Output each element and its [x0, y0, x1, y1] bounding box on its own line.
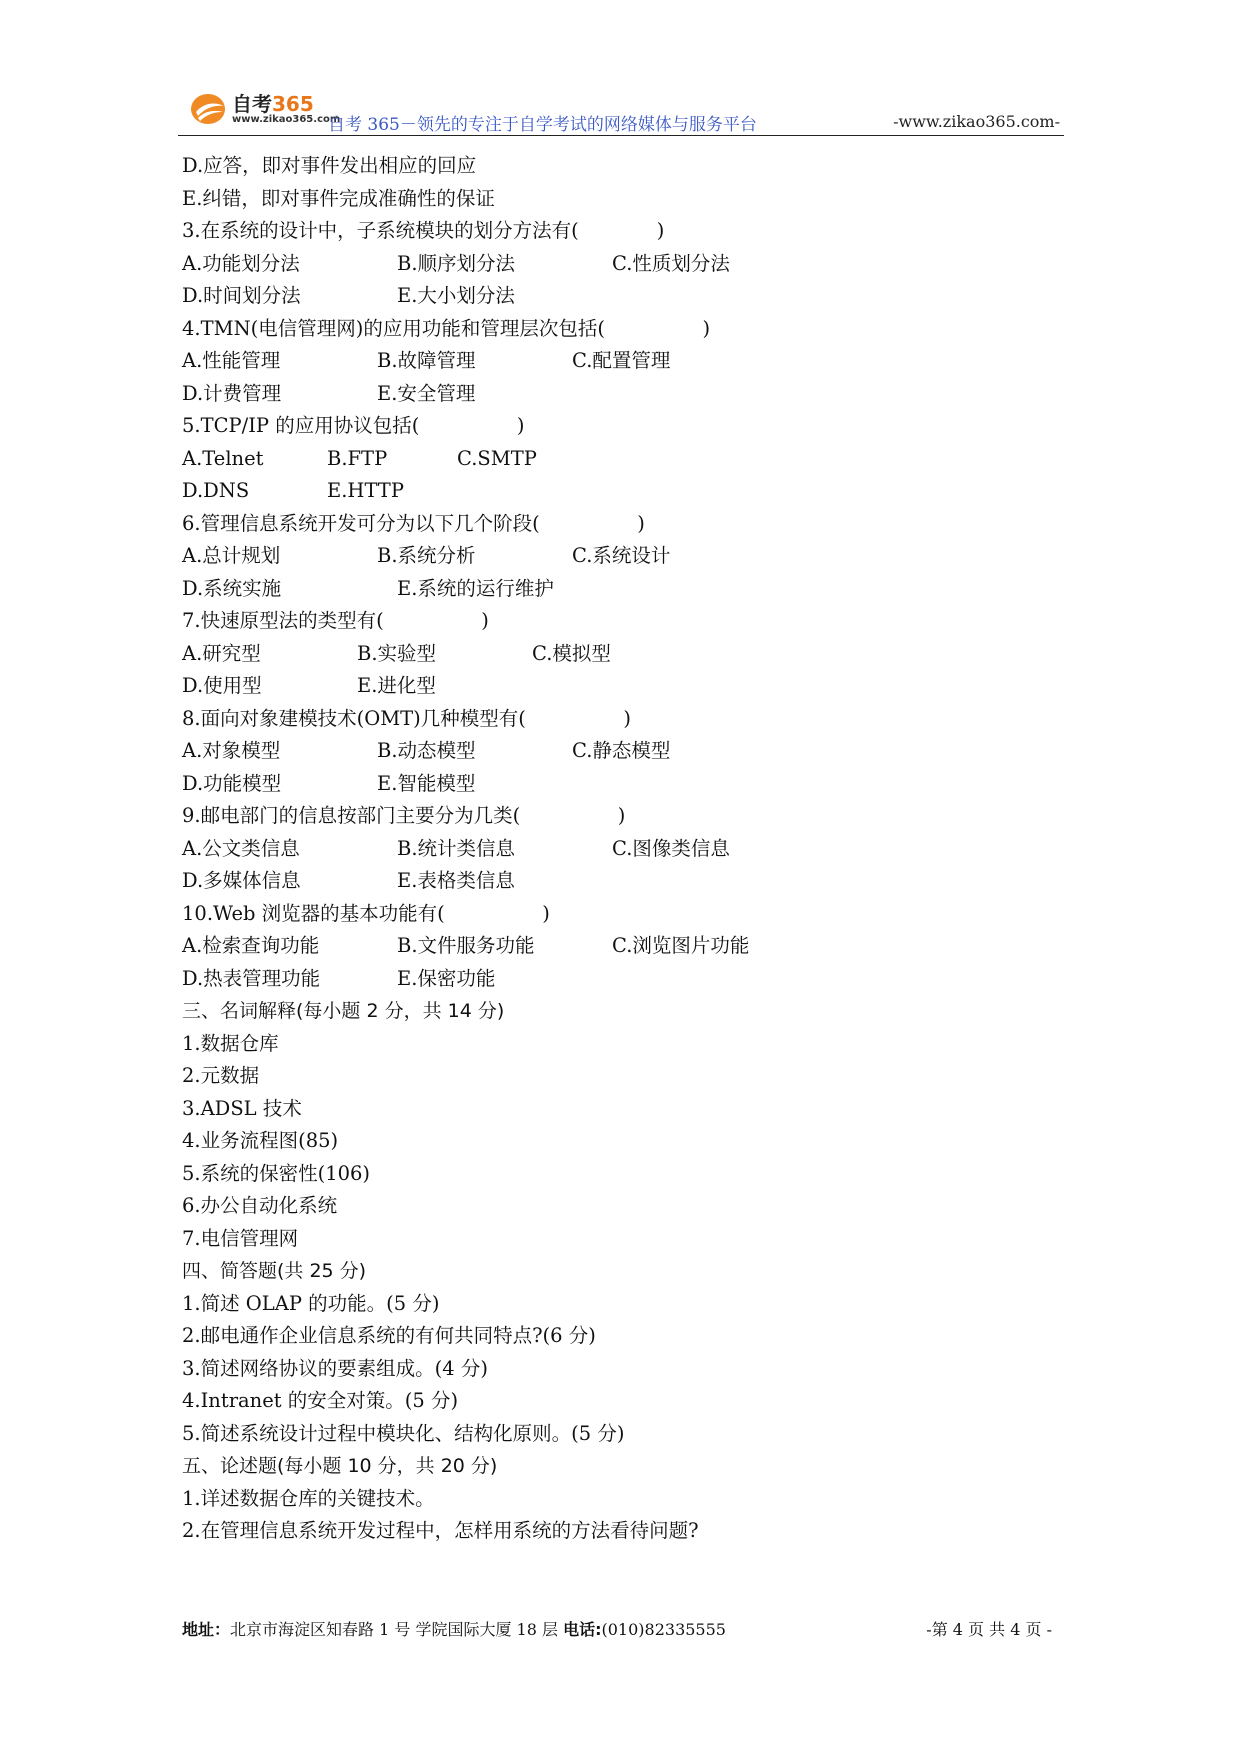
answer-option: E.安全管理 [377, 381, 476, 405]
text-line: 2.元数据 [182, 1064, 260, 1087]
page-number: -第 4 页 共 4 页 - [926, 1620, 1052, 1639]
answer-option: A.公文类信息 [182, 836, 300, 860]
header-site-url: -www.zikao365.com- [893, 112, 1060, 131]
text-line: 4.业务流程图(85) [182, 1129, 339, 1152]
question-text: 8.面向对象建模技术(OMT)几种模型有( ) [182, 706, 631, 730]
text-line: 3.ADSL 技术 [182, 1096, 302, 1120]
question-text: 4.TMN(电信管理网)的应用功能和管理层次包括( ) [182, 316, 711, 340]
answer-options-row [182, 280, 1062, 313]
answer-option: C.SMTP [457, 446, 537, 470]
answer-options-row [182, 670, 1062, 703]
answer-option: B.统计类信息 [397, 836, 516, 860]
answer-option: E.保密功能 [397, 966, 496, 990]
answer-options-row [182, 963, 1062, 996]
answer-option: D.功能模型 [182, 771, 282, 795]
answer-option: C.模拟型 [532, 641, 611, 665]
answer-option: E.进化型 [357, 674, 436, 697]
header-divider [178, 135, 1064, 136]
answer-option: A.对象模型 [182, 739, 281, 762]
answer-options-row [182, 443, 1062, 476]
answer-option: D.使用型 [182, 674, 262, 697]
phone-number: (010)82335555 [601, 1620, 726, 1639]
text-line: 1.数据仓库 [182, 1031, 279, 1055]
answer-option: D.时间划分法 [182, 284, 301, 307]
answer-options-row [182, 735, 1062, 768]
text-line: 6.办公自动化系统 [182, 1194, 338, 1217]
text-line: 1.简述 OLAP 的功能。(5 分) [182, 1291, 440, 1315]
answer-option: C.图像类信息 [612, 836, 730, 860]
answer-option: E.HTTP [327, 479, 404, 502]
logo [190, 88, 341, 132]
answer-options-row [182, 378, 1062, 411]
text-line: 2.邮电通作企业信息系统的有何共同特点?(6 分) [182, 1324, 596, 1347]
section-heading: 五、论述题(每小题 10 分，共 20 分) [182, 1455, 498, 1477]
text-line: 2.在管理信息系统开发过程中，怎样用系统的方法看待问题? [182, 1519, 699, 1542]
answer-option: B.系统分析 [377, 544, 476, 567]
address-text: 北京市海淀区知春路 1 号 学院国际大厦 18 层 [230, 1620, 558, 1639]
answer-option: D.多媒体信息 [182, 869, 301, 892]
answer-option: C.配置管理 [572, 349, 671, 372]
answer-option: A.功能划分法 [182, 251, 300, 275]
answer-options-row [182, 573, 1062, 606]
question-text: 7.快速原型法的类型有( ) [182, 609, 489, 632]
answer-option: A.研究型 [182, 641, 261, 665]
answer-option: E.大小划分法 [397, 284, 515, 307]
question-text: 3.在系统的设计中，子系统模块的划分方法有( ) [182, 219, 665, 242]
question-text: 10.Web 浏览器的基本功能有( ) [182, 901, 550, 925]
answer-options-row [182, 768, 1062, 801]
answer-options-row [182, 540, 1062, 573]
answer-options-row [182, 475, 1062, 508]
answer-option: D.热表管理功能 [182, 966, 321, 990]
answer-options-row [182, 248, 1062, 281]
answer-option: B.文件服务功能 [397, 934, 535, 957]
header-slogan: 自考 365－领先的专注于自学考试的网络媒体与服务平台 [328, 115, 757, 135]
logo-title: 自考365 [232, 92, 314, 116]
answer-option: B.动态模型 [377, 739, 476, 762]
answer-option: A.Telnet [182, 446, 264, 470]
answer-options-row [182, 930, 1062, 963]
document-body [182, 150, 1062, 1548]
answer-options-row [182, 833, 1062, 866]
text-line: E.纠错，即对事件完成准确性的保证 [182, 186, 495, 210]
page-footer [182, 1617, 1062, 1645]
text-line: 4.Intranet 的安全对策。(5 分) [182, 1389, 459, 1412]
answer-option: A.总计规划 [182, 544, 281, 567]
address-label: 地址： [182, 1620, 231, 1639]
logo-url: www.zikao365.com [232, 114, 341, 125]
answer-option: E.表格类信息 [397, 869, 515, 892]
question-text: 6.管理信息系统开发可分为以下几个阶段( ) [182, 511, 645, 535]
answer-option: A.检索查询功能 [182, 934, 320, 957]
answer-option: D.DNS [182, 479, 250, 502]
text-line: 7.电信管理网 [182, 1226, 299, 1250]
answer-option: C.性质划分法 [612, 251, 730, 275]
phone-label: 电话: [563, 1620, 602, 1639]
answer-option: A.性能管理 [182, 349, 281, 372]
text-line: 5.简述系统设计过程中模块化、结构化原则。(5 分) [182, 1421, 625, 1445]
answer-option: D.系统实施 [182, 576, 282, 600]
section-heading: 四、简答题(共 25 分) [182, 1260, 367, 1282]
logo-swoosh-icon [190, 92, 230, 126]
text-line: D.应答，即对事件发出相应的回应 [182, 154, 477, 177]
page-header [182, 84, 1070, 136]
answer-option: C.浏览图片功能 [612, 934, 750, 957]
question-text: 5.TCP/IP 的应用协议包括( ) [182, 414, 525, 437]
answer-option: B.实验型 [357, 641, 437, 665]
question-text: 9.邮电部门的信息按部门主要分为几类( ) [182, 804, 626, 827]
answer-option: C.静态模型 [572, 739, 671, 762]
answer-option: B.顺序划分法 [397, 251, 516, 275]
answer-options-row [182, 638, 1062, 671]
answer-options-row [182, 865, 1062, 898]
text-line: 3.简述网络协议的要素组成。(4 分) [182, 1356, 488, 1380]
answer-option: E.智能模型 [377, 771, 476, 795]
text-line: 5.系统的保密性(106) [182, 1161, 371, 1185]
text-line: 1.详述数据仓库的关键技术。 [182, 1486, 435, 1510]
answer-option: B.FTP [327, 446, 388, 470]
section-heading: 三、名词解释(每小题 2 分，共 14 分) [182, 1000, 505, 1022]
answer-option: D.计费管理 [182, 381, 282, 405]
answer-option: C.系统设计 [572, 544, 671, 567]
answer-option: E.系统的运行维护 [397, 576, 554, 600]
answer-option: B.故障管理 [377, 349, 476, 372]
answer-options-row [182, 345, 1062, 378]
